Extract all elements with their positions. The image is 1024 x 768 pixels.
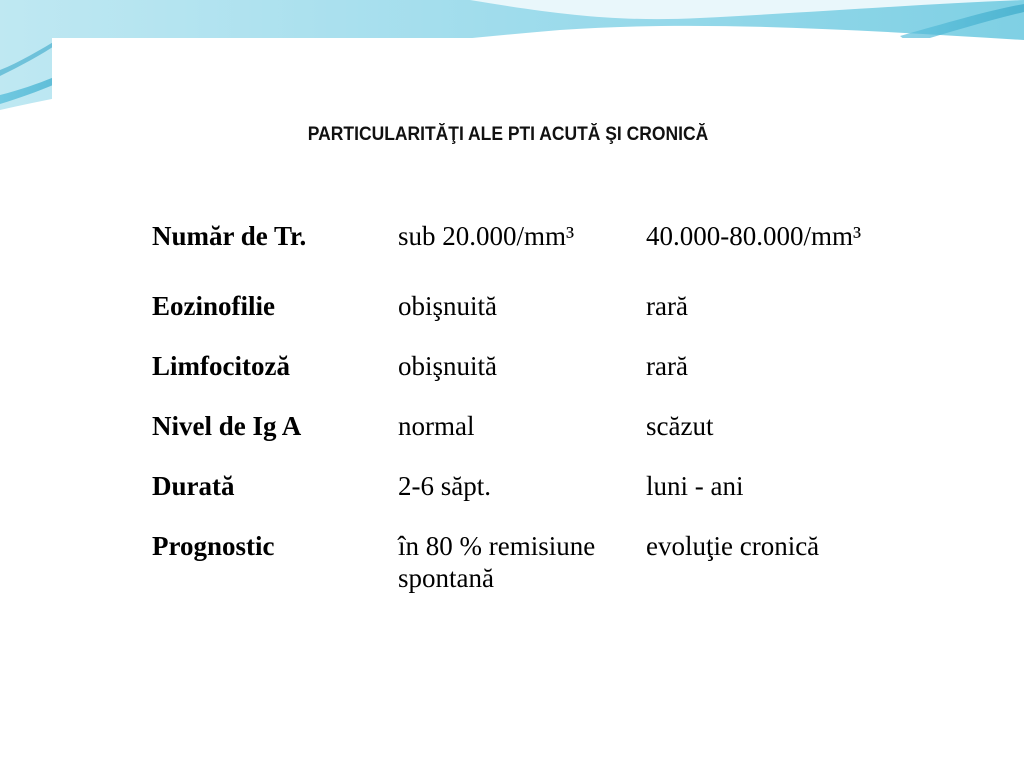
chronic-value: 40.000-80.000/mm³ <box>646 221 862 251</box>
row-label: Număr de Tr. <box>152 221 307 251</box>
table-row <box>152 350 896 410</box>
table-row <box>152 220 896 290</box>
comparison-table <box>152 220 896 630</box>
chronic-value: scăzut <box>646 411 714 441</box>
table-row <box>152 290 896 350</box>
acute-value: obişnuită <box>398 291 497 321</box>
chronic-value: evoluţie cronică <box>646 531 820 561</box>
chronic-value: luni - ani <box>646 471 744 501</box>
acute-value: normal <box>398 411 475 441</box>
table-row <box>152 470 896 530</box>
row-label: Durată <box>152 471 235 501</box>
acute-value: sub 20.000/mm³ <box>398 221 575 251</box>
chronic-value: rară <box>646 291 688 321</box>
slide-title: PARTICULARITĂŢI ALE PTI ACUTĂ ŞI CRONICĂ <box>307 124 709 145</box>
row-label: Eozinofilie <box>152 291 275 321</box>
title-panel <box>52 38 964 156</box>
acute-value: în 80 % remisiune spontană <box>398 531 596 593</box>
row-label: Prognostic <box>152 531 275 561</box>
acute-value: 2-6 săpt. <box>398 471 491 501</box>
table-row <box>152 410 896 470</box>
table-panel <box>138 210 896 666</box>
row-label: Nivel de Ig A <box>152 411 302 441</box>
table-row <box>152 530 896 630</box>
acute-value: obişnuită <box>398 351 497 381</box>
chronic-value: rară <box>646 351 688 381</box>
row-label: Limfocitoză <box>152 351 290 381</box>
